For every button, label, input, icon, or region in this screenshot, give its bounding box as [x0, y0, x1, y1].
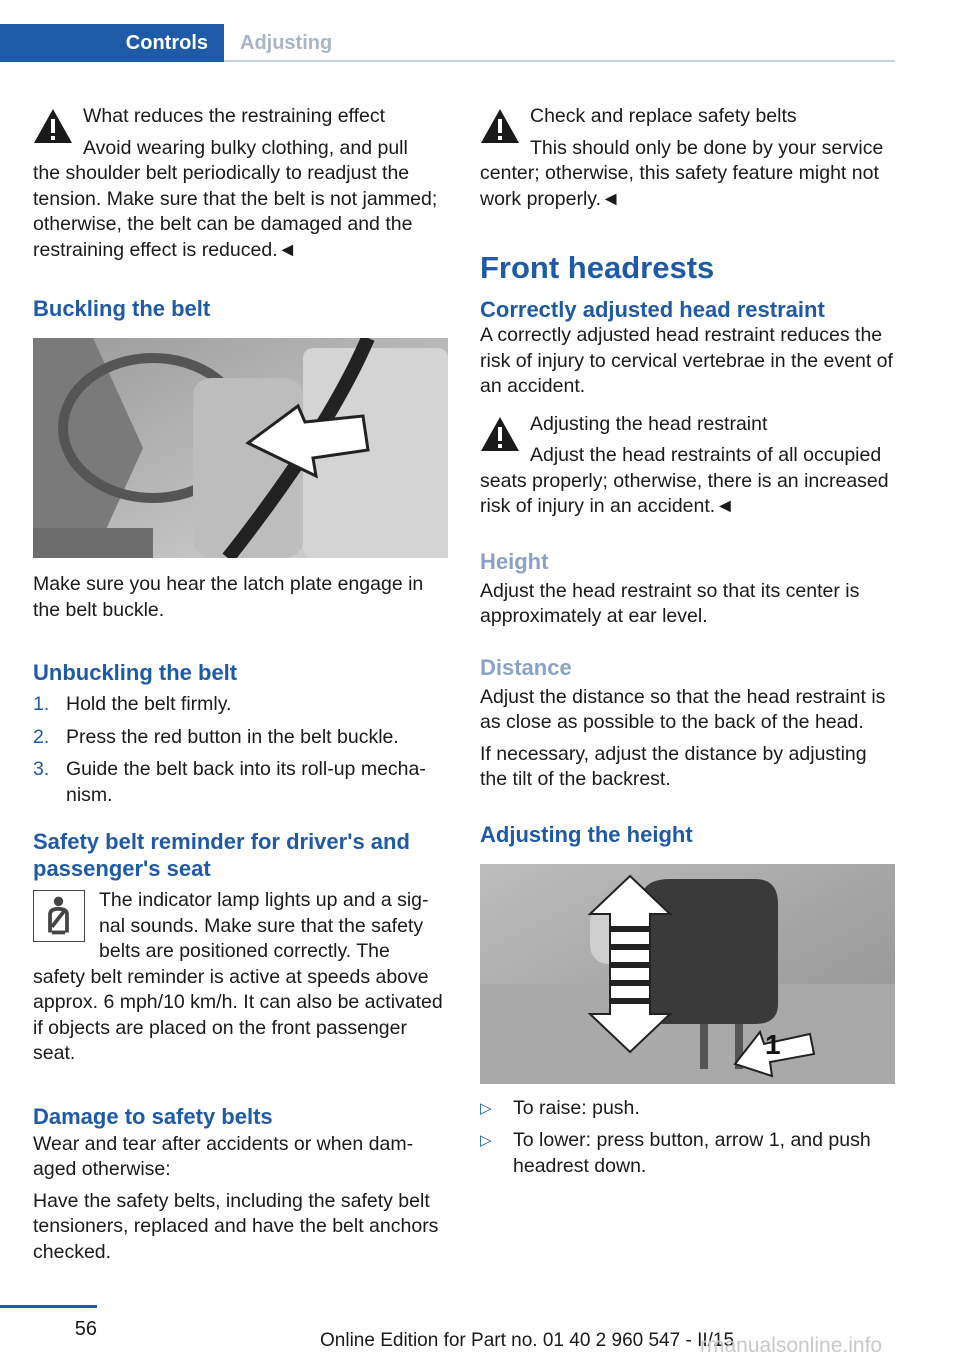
- distance-text-2: If necessary, adjust the distance by adjusting the tilt of the backrest.: [480, 742, 867, 790]
- list-item: ▷ To lower: press button, arrow 1, and push headrest down.: [480, 1129, 871, 1177]
- warning-title: Adjusting the head restraint: [530, 412, 768, 435]
- right-column: [480, 100, 896, 1186]
- correct-text: A correctly adjusted head restraint reduces the risk of injury to cervical vertebrae in the event of an accident.: [480, 324, 893, 397]
- reminder-text-first: The indicator lamp lights up and a signal sounds. Make sure that the safety belts are positioned correctly. The: [99, 889, 429, 962]
- subheading-height: Height: [480, 548, 549, 574]
- distance-text-1: Adjust the distance so that the head restraint is as close as possible to the back of the head.: [480, 685, 886, 733]
- warning-text-first: Adjust the head restraints of all occupied: [530, 444, 882, 466]
- tab-controls[interactable]: Controls: [0, 24, 224, 62]
- warning-text: seats properly; otherwise, there is an increased risk of injury in an accident.◄: [480, 469, 889, 517]
- page-header: [0, 0, 895, 62]
- unbuckling-steps: [33, 692, 448, 808]
- footer-divider: [0, 1305, 97, 1308]
- watermark: rmanualsonline.info: [700, 1334, 883, 1357]
- list-item: 3. Guide the belt back into its roll-up mechanism.: [33, 758, 426, 806]
- bullet-triangle-icon: ▷: [480, 1099, 492, 1117]
- damage-text-2: Have the safety belts, including the safety belt tensioners, replaced and have the belt anchors checked.: [33, 1189, 439, 1263]
- warning-triangle-icon: [480, 108, 520, 144]
- warning-adjusting-head-restraint: [480, 412, 896, 520]
- warning-restraining-effect: [33, 104, 448, 263]
- warning-text: the shoulder belt periodically to readjust the tension. Make sure that the belt is not jammed; otherwise, the belt can be damaged and the restraining effect is reduced.◄: [33, 162, 438, 261]
- warning-title: Check and replace safety belts: [530, 105, 797, 127]
- section-heading-reminder: Safety belt reminder for driver's and passenger's seat: [33, 829, 410, 881]
- section-heading-correct: Correctly adjusted head restraint: [480, 297, 825, 322]
- warning-text-first: Avoid wearing bulky clothing, and pull: [83, 136, 408, 159]
- buckling-photo: [33, 338, 448, 558]
- warning-check-replace: [480, 104, 896, 212]
- list-item: ▷ To raise: push.: [480, 1096, 896, 1122]
- section-heading-buckling: Buckling the belt: [33, 296, 211, 321]
- bullet-triangle-icon: ▷: [480, 1132, 492, 1149]
- warning-text: center; otherwise, this safety feature might not work properly.◄: [480, 162, 879, 210]
- headrest-photo: [480, 864, 895, 1084]
- warning-triangle-icon: [480, 416, 520, 452]
- tab-adjusting[interactable]: Adjusting: [240, 31, 333, 54]
- list-item: 1. Hold the belt firmly.: [33, 693, 232, 715]
- warning-triangle-icon: [33, 108, 73, 144]
- callout-number: 1: [765, 1028, 781, 1060]
- adjusting-height-list: [480, 1096, 896, 1180]
- page-section-title: Front headrests: [480, 250, 715, 285]
- height-text: Adjust the head restraint so that its center is approximately at ear level.: [480, 579, 860, 627]
- header-divider: [224, 60, 895, 62]
- damage-text-1: Wear and tear after accidents or when damaged otherwise:: [33, 1132, 414, 1180]
- section-heading-damage: Damage to safety belts: [33, 1103, 273, 1129]
- footer-edition: Online Edition for Part no. 01 40 2 960 547 - II/15: [320, 1330, 735, 1351]
- subheading-distance: Distance: [480, 654, 572, 680]
- seatbelt-indicator-icon: [33, 890, 85, 942]
- warning-text-first: This should only be done by your service: [530, 136, 884, 159]
- section-heading-unbuckling: Unbuckling the belt: [33, 660, 238, 685]
- page-number: 56: [74, 1318, 97, 1340]
- warning-title: What reduces the restraining effect: [83, 105, 386, 127]
- reminder-block: [33, 888, 448, 1067]
- left-column: [33, 100, 448, 1265]
- reminder-text: safety belt reminder is active at speeds above approx. 6 mph/10 km/h. It can also be activated if objects are placed on the front passenger seat.: [33, 965, 443, 1064]
- section-heading-adjusting-height: Adjusting the height: [480, 821, 693, 847]
- list-item: 2. Press the red button in the belt buckle.: [33, 725, 399, 748]
- buckling-text: Make sure you hear the latch plate engage in the belt buckle.: [33, 573, 424, 621]
